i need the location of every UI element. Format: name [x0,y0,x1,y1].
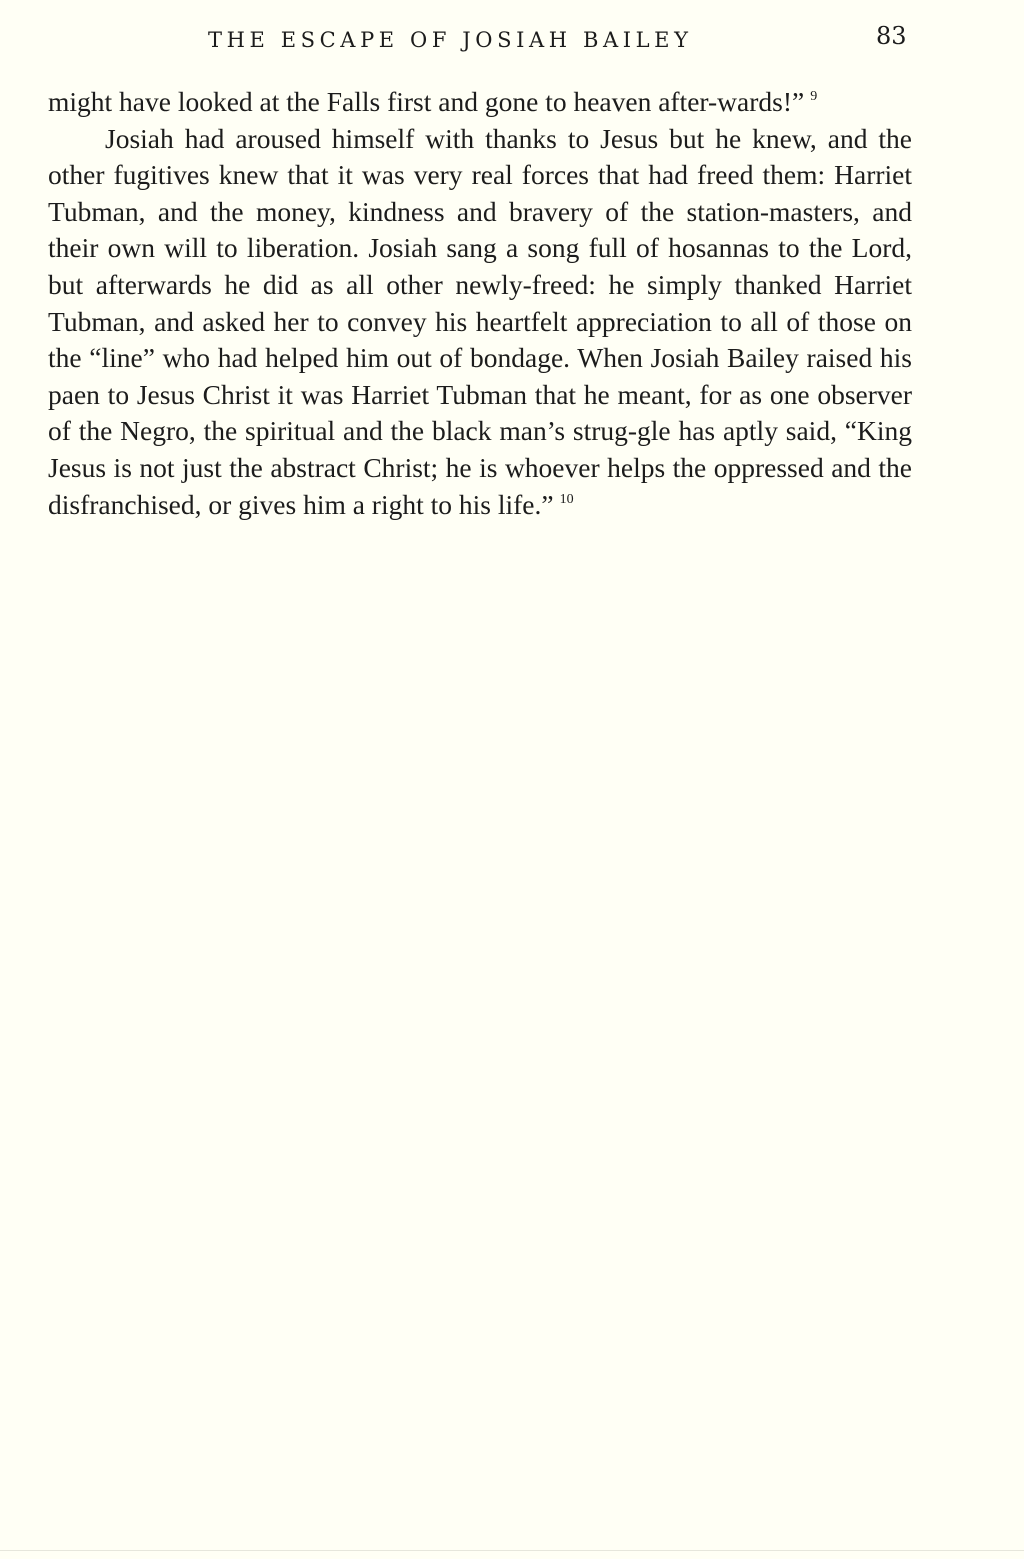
page-edge-line [0,1550,1024,1551]
paragraph-1-text: might have looked at the Falls first and gone to heaven after-wards!” [48,86,805,117]
body-text [48,84,912,523]
footnote-marker-10: 10 [559,491,574,507]
page-number: 83 [876,22,907,50]
paragraph-2-text: Josiah had aroused himself with thanks to Jesus but he knew, and the other fugitives knew that it was very real forces that had freed them: Harriet Tubman, and the money, kindness and bravery of the station-masters, and their own will to liberation. Josiah sang a song full of hosannas to the Lord, but afterwards he did as all other newly-freed: he simply thanked Harriet Tubman, and asked her to convey his heartfelt appreciation to all of those on the “line” who had helped him out of bondage. When Josiah Bailey raised his paen to Jesus Christ it was Harriet Tubman that he meant, for as one observer of the Negro, the spiritual and the black man’s strug-gle has aptly said, “King Jesus is not just the abstract Christ; he is whoever helps the oppressed and the disfranchised, or gives him a right to his life.” [48,122,912,520]
running-head [0,22,1024,58]
paragraph-josiah [48,121,912,524]
paragraph-continued [48,84,912,121]
footnote-marker-9: 9 [810,89,818,104]
running-title: THE ESCAPE OF JOSIAH BAILEY [208,28,693,52]
